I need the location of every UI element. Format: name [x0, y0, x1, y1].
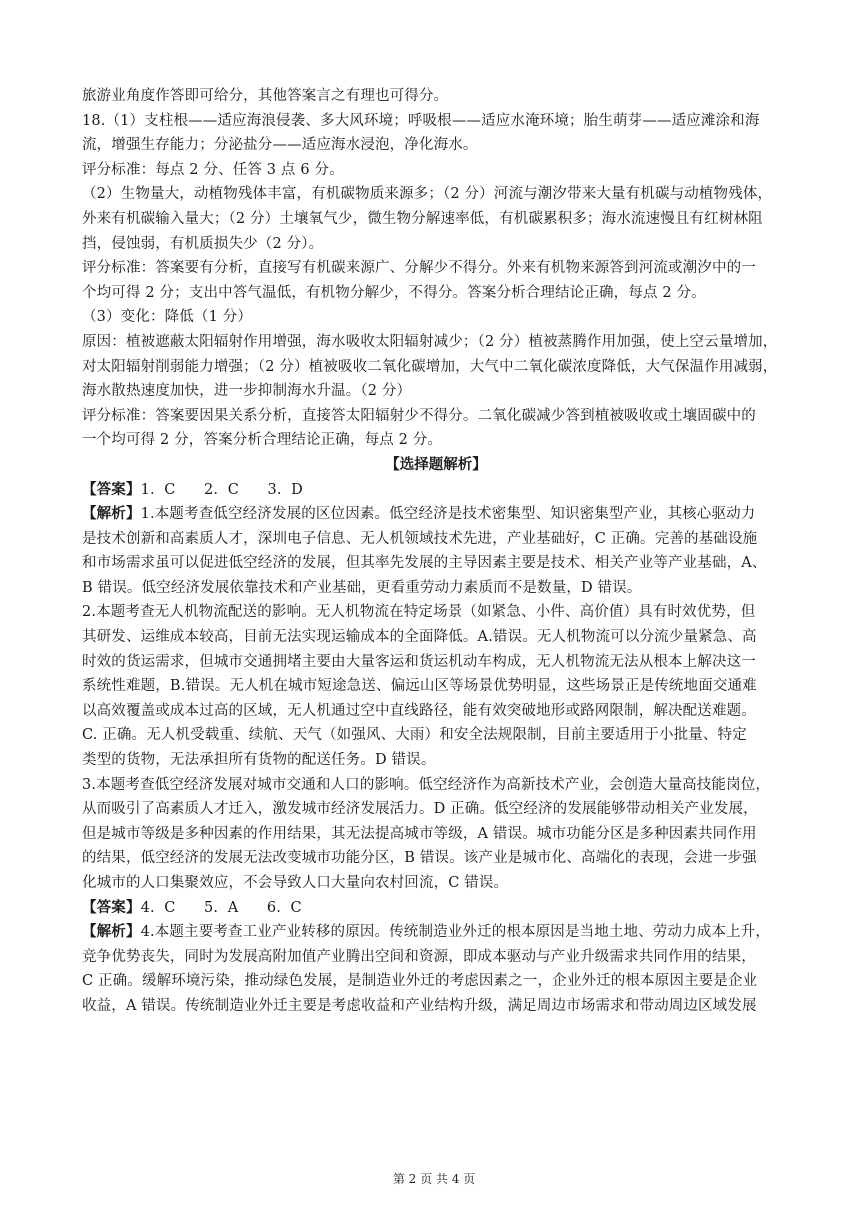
- analysis-line: [82, 502, 790, 527]
- text-line: （3）变化：降低（1 分）: [82, 309, 253, 326]
- text-line: 其研发、运维成本较高，目前无法实现运输成本的全面降低。A.错误。无人机物流可以分流少量紧急、高: [82, 629, 757, 646]
- text-line: 2.本题考查无人机物流配送的影响。无人机物流在特定场景（如紧急、小件、高价值）具有时效优势，但: [82, 604, 756, 621]
- text-line: 个均可得 2 分；支出中答气温低，有机物分解少，不得分。答案分析合理结论正确，每点 2 分。: [82, 284, 706, 301]
- analysis-section-1: [82, 527, 790, 896]
- answer-label: 【答案】: [82, 898, 141, 916]
- analysis-section-2: [82, 945, 790, 1019]
- text-line: 对太阳辐射削弱能力增强；（2 分）植被吸收二氧化碳增加，大气中二氧化碳浓度降低，大气保温作用减弱，: [82, 358, 778, 375]
- text-line: 但是城市等级是多种因素的作用结果，其无法提高城市等级，A 错误。城市功能分区是多种因素共同作用: [82, 825, 757, 842]
- analysis-text: 1.本题考查低空经济发展的区位因素。低空经济是技术密集型、知识密集型产业，其核心驱动力: [140, 506, 756, 523]
- analysis-label: 【解析】: [82, 923, 141, 941]
- text-line: 以高效覆盖或成本过高的区域，无人机通过空中直线路径，能有效突破地形或路网限制，解决配送难题。: [82, 702, 756, 719]
- answer-explanations-section: [82, 84, 790, 453]
- text-line: 18.（1）支柱根——适应海浪侵袭、多大风环境；呼吸根——适应水淹环境；胎生萌芽——适应滩涂和海: [82, 112, 760, 129]
- text-line: 收益，A 错误。传统制造业外迁主要是考虑收益和产业结构升级，满足周边市场需求和带动周边区域发展: [82, 997, 757, 1014]
- answer-line: [82, 896, 790, 921]
- text-line: 流，增强生存能力；分泌盐分——适应海水浸泡，净化海水。: [82, 137, 478, 154]
- answer-label: 【答案】: [82, 480, 141, 498]
- text-line: 旅游业角度作答即可给分，其他答案言之有理也可得分。: [82, 88, 449, 104]
- text-line: （2）生物量大，动植物残体丰富，有机碳物质来源多；（2 分）河流与潮汐带来大量有机碳与动植物残体，: [82, 186, 773, 203]
- analysis-line: [82, 920, 790, 945]
- text-line: C 正确。缓解环境污染，推动绿色发展，是制造业外迁的考虑因素之一，企业外迁的根本原因主要是企业: [82, 973, 758, 990]
- answer-line: [82, 478, 790, 503]
- text-line: 一个均可得 2 分，答案分析合理结论正确，每点 2 分。: [82, 432, 443, 449]
- text-line: 评分标准：答案要因果关系分析，直接答太阳辐射少不得分。二氧化碳减少答到植被吸收或土壤固碳中的: [82, 407, 756, 424]
- text-line: 评分标准：每点 2 分、任答 3 点 6 分。: [82, 161, 344, 178]
- text-line: 类型的货物，无法承担所有货物的配送任务。D 错误。: [82, 752, 436, 769]
- page-number-footer: 第 2 页 共 4 页: [392, 1172, 476, 1186]
- text-line: 从而吸引了高素质人才迁入，激发城市经济发展活力。D 正确。低空经济的发展能够带动相关产业发展，: [82, 801, 758, 818]
- text-line: 外来有机碳输入量大；（2 分）土壤氧气少，微生物分解速率低，有机碳累积多；海水流速慢且有红树林阻: [82, 210, 763, 227]
- text-line: 化城市的人口集聚效应，不会导致人口大量向农村回流，C 错误。: [82, 875, 509, 891]
- text-line: 原因：植被遮蔽太阳辐射作用增强，海水吸收太阳辐射减少；（2 分）植被蒸腾作用加强，使上空云量增加，: [82, 333, 778, 350]
- text-line: 3.本题考查低空经济发展对城市交通和人口的影响。低空经济作为高新技术产业，会创造大量高技能岗位，: [82, 776, 771, 793]
- document-body: [82, 84, 790, 1019]
- text-line: 系统性难题，B.错误。无人机在城市短途急送、偏远山区等场景优势明显，这些场景正是传统地面交通难: [82, 678, 757, 695]
- text-line: 和市场需求虽可以促进低空经济的发展，但其率先发展的主导因素主要是技术、相关产业等产业基础，A、: [82, 555, 767, 572]
- answer-values: 4. C 5. A 6. C: [140, 899, 302, 916]
- text-line: 评分标准：答案要有分析，直接写有机碳来源广、分解少不得分。外来有机物来源答到河流或潮汐中的一: [82, 260, 756, 277]
- text-line: 的结果，低空经济的发展无法改变城市功能分区，B 错误。该产业是城市化、高端化的表现，会进一步强: [82, 850, 757, 867]
- text-line: 是技术创新和高素质人才，深圳电子信息、无人机领域技术先进，产业基础好，C 正确。完善的基础设施: [82, 530, 758, 547]
- analysis-text: 4.本题主要考查工业产业转移的原因。传统制造业外迁的根本原因是当地土地、劳动力成本上升，: [140, 924, 771, 941]
- analysis-label: 【解析】: [82, 505, 141, 523]
- text-line: C. 正确。无人机受载重、续航、天气（如强风、大雨）和安全法规限制，目前主要适用于小批量、特定: [82, 727, 747, 744]
- text-line: 时效的货运需求，但城市交通拥堵主要由大量客运和货运机动车构成，无人机物流无法从根本上解决这一: [82, 653, 756, 670]
- text-line: B 错误。低空经济发展依靠技术和产业基础，更看重劳动力素质而不是数量，D 错误。: [82, 579, 642, 596]
- text-line: 海水散热速度加快，进一步抑制海水升温。（2 分）: [82, 383, 412, 400]
- section-title: 【选择题解析】: [385, 455, 487, 473]
- text-line: 竞争优势丧失，同时为发展高附加值产业腾出空间和资源，即成本驱动与产业升级需求共同作用的结果，: [82, 948, 756, 965]
- answer-values: 1. C 2. C 3. D: [140, 481, 303, 498]
- text-line: 挡，侵蚀弱，有机质损失少（2 分）。: [82, 235, 324, 252]
